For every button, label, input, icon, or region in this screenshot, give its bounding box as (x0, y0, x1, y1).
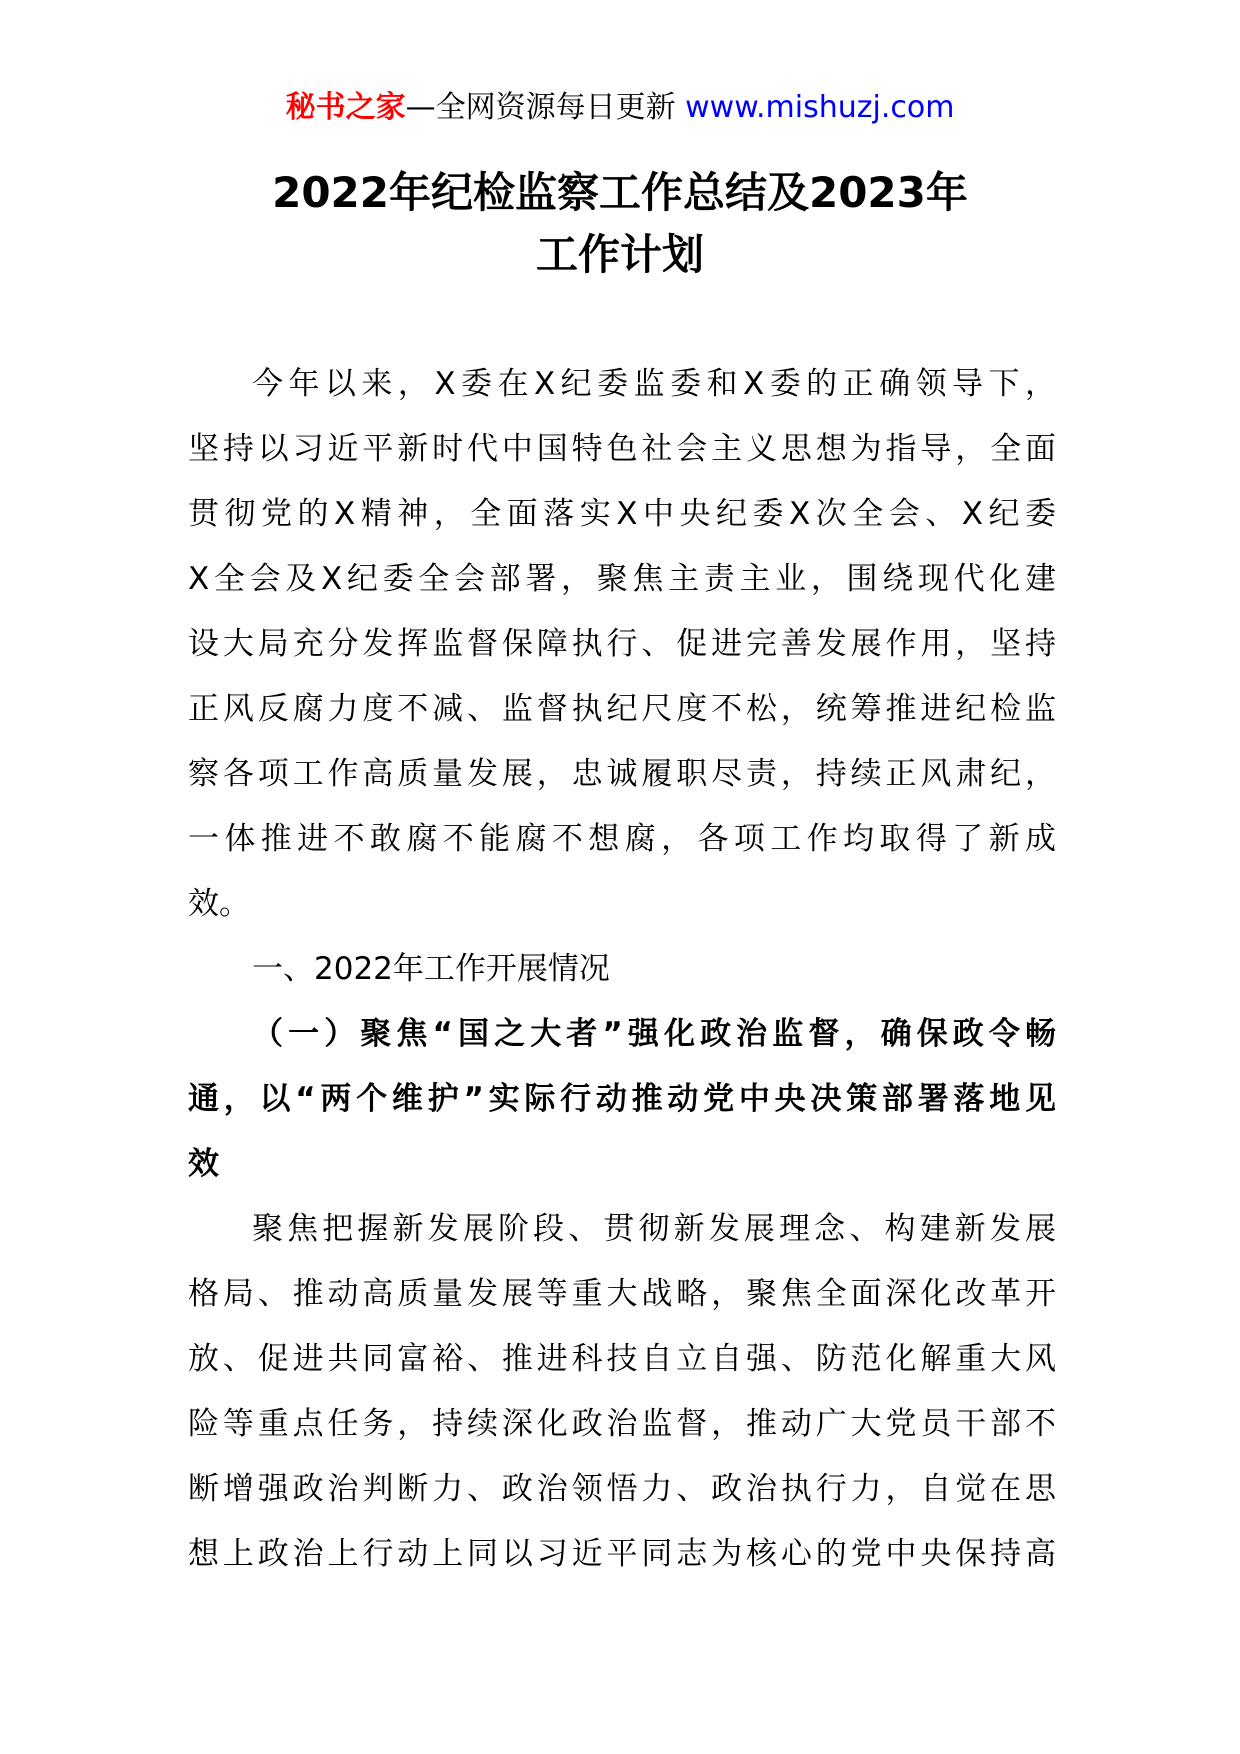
document-body (188, 352, 1056, 1587)
paragraph-line: 坚持以习近平新时代中国特色社会主义思想为指导，全面 (188, 431, 1056, 467)
site-brand: 秘书之家 (285, 90, 406, 125)
site-tagline: —全网资源每日更新 (405, 90, 676, 125)
site-url-link[interactable]: www.mishuzj.com (685, 90, 955, 125)
heading-line: 通，以“两个维护”实际行动推动党中央决策部署落地见 (188, 1081, 1056, 1117)
paragraph-line: 格局、推动高质量发展等重大战略，聚焦全面深化改革开 (188, 1276, 1056, 1312)
subsection-heading (188, 1002, 1056, 1197)
title-line-2: 工作计划 (535, 230, 704, 279)
paragraph-line: X全会及X纪委全会部署，聚焦主责主业，围绕现代化建 (188, 561, 1056, 597)
paragraph-line: 放、促进共同富裕、推进科技自立自强、防范化解重大风 (188, 1341, 1056, 1377)
site-banner (0, 88, 1240, 128)
paragraph-line: 今年以来，X委在X纪委监委和X委的正确领导下， (252, 366, 1056, 402)
title-line-1: 2022年纪检监察工作总结及2023年 (272, 168, 968, 217)
paragraph-line: 断增强政治判断力、政治领悟力、政治执行力，自觉在思 (188, 1471, 1056, 1507)
paragraph-line: 想上政治上行动上同以习近平同志为核心的党中央保持高 (188, 1536, 1056, 1572)
paragraph-line: 贯彻党的X精神，全面落实X中央纪委X次全会、X纪委 (188, 496, 1056, 532)
paragraph-line: 设大局充分发挥监督保障执行、促进完善发展作用，坚持 (188, 626, 1056, 662)
intro-paragraph (188, 352, 1056, 937)
section-heading: 一、2022年工作开展情况 (252, 951, 610, 987)
paragraph-line: 察各项工作高质量发展，忠诚履职尽责，持续正风肃纪， (188, 756, 1056, 792)
paragraph-line: 聚焦把握新发展阶段、贯彻新发展理念、构建新发展 (252, 1211, 1056, 1247)
document-title (0, 162, 1240, 286)
section-paragraph (188, 1197, 1056, 1587)
heading-line: 效 (188, 1146, 219, 1182)
heading-line: （一）聚焦“国之大者”强化政治监督，确保政令畅 (252, 1016, 1056, 1052)
paragraph-line: 效。 (188, 886, 250, 922)
paragraph-line: 一体推进不敢腐不能腐不想腐，各项工作均取得了新成 (188, 821, 1056, 857)
paragraph-line: 险等重点任务，持续深化政治监督，推动广大党员干部不 (188, 1406, 1056, 1442)
paragraph-line: 正风反腐力度不减、监督执纪尺度不松，统筹推进纪检监 (188, 691, 1056, 727)
